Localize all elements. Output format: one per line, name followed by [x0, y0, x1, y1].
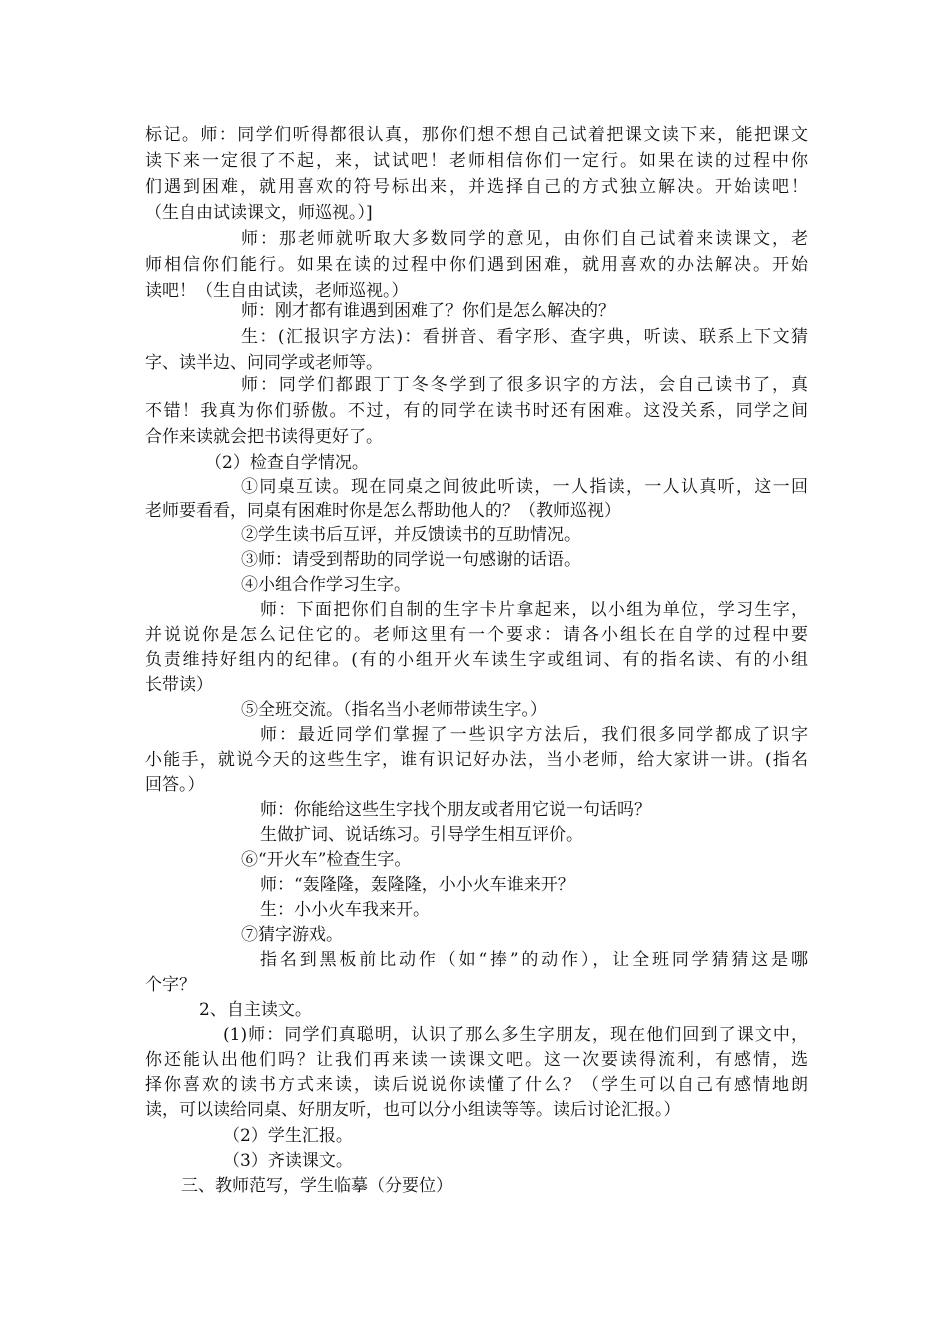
text-line: 小能手，就说今天的这些生字，谁有识记好办法，当小老师，给大家讲一讲。(指名	[145, 750, 808, 770]
text-line: （2）检查自学情况。	[205, 453, 369, 473]
text-line: 不错！我真为你们骄傲。不过，有的同学在读书时还有困难。这没关系，同学之间	[145, 401, 808, 421]
text-line: 老师要看看，同桌有困难时你是怎么帮助他人的？（教师巡视）	[145, 501, 621, 521]
text-line: 师：最近同学们掌握了一些识字方法后，我们很多同学都成了识字	[260, 725, 808, 745]
text-line: ③师：请受到帮助的同学说一句感谢的话语。	[241, 550, 581, 570]
text-line: 生：小小火车我来开。	[260, 900, 430, 920]
text-line: 并说说你是怎么记住它的。老师这里有一个要求：请各小组长在自学的过程中要	[145, 625, 808, 645]
text-line: 回答。）	[145, 775, 205, 795]
text-line: 合作来读就会把书读得更好了。	[145, 427, 383, 447]
text-line: 读下来一定很了不起，来，试试吧！老师相信你们一定行。如果在读的过程中你	[145, 151, 808, 171]
text-line: 长带读）	[145, 675, 213, 695]
text-line: 读，可以读给同桌、好朋友听，也可以分小组读等等。读后讨论汇报。）	[145, 1100, 681, 1120]
text-line: 个字？	[145, 975, 196, 995]
text-line: ⑥“开火车”检查生字。	[241, 850, 412, 870]
text-line: 师：下面把你们自制的生字卡片拿起来，以小组为单位，学习生字，	[260, 600, 808, 620]
text-line: （3）齐读课文。	[223, 1151, 353, 1171]
text-line: 负责维持好组内的纪律。(有的小组开火车读生字或组词、有的指名读、有的小组	[145, 650, 808, 670]
text-line: ⑤全班交流。（指名当小老师带读生字。）	[241, 700, 547, 720]
text-line: ④小组合作学习生字。	[241, 575, 411, 595]
text-line: 生：(汇报识字方法)：看拼音、看字形、查字典，听读、联系上下文猜	[241, 327, 808, 347]
text-line: (1)师：同学们真聪明，认识了那么多生字朋友，现在他们回到了课文中，	[223, 1025, 808, 1045]
text-line: ①同桌互读。现在同桌之间彼此听读，一人指读，一人认真听，这一回	[241, 477, 808, 497]
text-line: 你还能认出他们吗？让我们再来读一读课文吧。这一次要读得流利，有感情，选	[145, 1050, 808, 1070]
text-line: 择你喜欢的读书方式来读，读后说说你读懂了什么？（学生可以自己有感情地朗	[145, 1075, 808, 1095]
text-line: ⑦猜字游戏。	[241, 925, 343, 945]
text-line: （生自由试读课文，师巡视。）]	[145, 203, 373, 223]
text-line: 师：你能给这些生字找个朋友或者用它说一句话吗？	[260, 800, 651, 820]
section-heading: 三、教师范写，学生临摹（分要位）	[181, 1176, 453, 1196]
text-line: 指名到黑板前比动作（如“捧”的动作），让全班同学猜猜这是哪	[260, 950, 808, 970]
text-line: 师：刚才都有谁遇到困难了？你们是怎么解决的？	[241, 301, 615, 321]
text-line: 们遇到困难，就用喜欢的符号标出来，并选择自己的方式独立解决。开始读吧！	[145, 177, 808, 197]
text-line: 师相信你们能行。如果在读的过程中你们遇到困难，就用喜欢的办法解决。开始	[145, 255, 808, 275]
text-line: （2）学生汇报。	[223, 1126, 353, 1146]
text-line: 师：那老师就听取大多数同学的意见，由你们自己试着来读课文，老	[241, 229, 808, 249]
text-line: 2、自主读文。	[199, 1000, 312, 1020]
text-line: 标记。师：同学们听得都很认真，那你们想不想自己试着把课文读下来，能把课文	[145, 125, 808, 145]
text-line: 师：“轰隆隆，轰隆隆，小小火车谁来开？	[260, 875, 575, 895]
text-line: 师：同学们都跟丁丁冬冬学到了很多识字的方法，会自己读书了，真	[241, 375, 808, 395]
text-line: 读吧！（生自由试读，老师巡视。）	[145, 281, 409, 301]
text-line: ②学生读书后互评，并反馈读书的互助情况。	[241, 525, 581, 545]
text-line: 生做扩词、说话练习。引导学生相互评价。	[260, 825, 583, 845]
text-line: 字、读半边、问同学或老师等。	[145, 353, 383, 373]
